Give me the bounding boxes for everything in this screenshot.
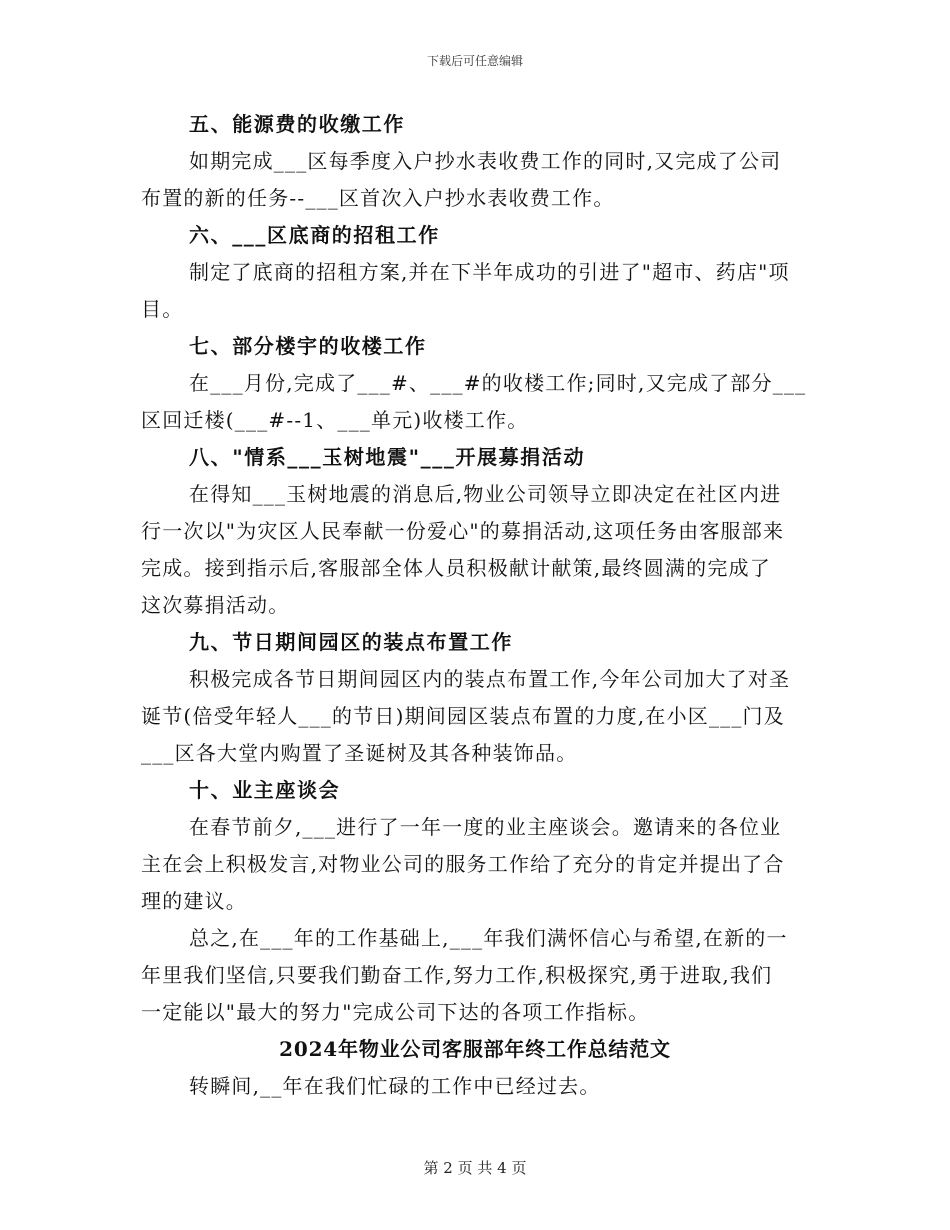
page-footer: 第 2 页 共 4 页 xyxy=(423,1159,527,1177)
paragraph-line: 积极完成各节日期间园区内的装点布置工作,今年公司加大了对圣 xyxy=(189,667,791,691)
paragraph-line: 在得知___玉树地震的消息后,物业公司领导立即决定在社区内进 xyxy=(189,482,782,506)
paragraph-line: 理的建议。 xyxy=(141,889,247,913)
page-header: 下载后可任意编辑 xyxy=(426,54,523,68)
paragraph-line: 转瞬间,__年在我们忙碌的工作中已经过去。 xyxy=(189,1074,601,1098)
document-body xyxy=(141,106,809,1105)
paragraph-line: 如期完成___区每季度入户抄水表收费工作的同时,又完成了公司 xyxy=(189,149,782,173)
section-heading-9: 九、节日期间园区的装点布置工作 xyxy=(189,630,513,654)
section-heading-10: 十、业主座谈会 xyxy=(189,778,341,802)
paragraph-line: 一定能以"最大的努力"完成公司下达的各项工作指标。 xyxy=(141,1000,650,1024)
paragraph-line: 行一次以"为灾区人民奉献一份爱心"的募捐活动,这项任务由客服部来 xyxy=(141,519,785,543)
paragraph-line: 主在会上积极发言,对物业公司的服务工作给了充分的肯定并提出了合 xyxy=(141,852,785,876)
paragraph-line: 完成。接到指示后,客服部全体人员积极献计献策,最终圆满的完成了 xyxy=(141,556,771,580)
section-heading-6: 六、___区底商的招租工作 xyxy=(189,223,440,247)
paragraph-line: 在___月份,完成了___#、___#的收楼工作;同时,又完成了部分___ xyxy=(189,371,807,395)
paragraph-line: 制定了底商的招租方案,并在下半年成功的引进了"超市、药店"项 xyxy=(189,260,790,284)
paragraph-line: 这次募捐活动。 xyxy=(141,593,290,617)
section-heading-7: 七、部分楼宇的收楼工作 xyxy=(189,334,427,358)
paragraph-line: 年里我们坚信,只要我们勤奋工作,努力工作,积极探究,勇于进取,我们 xyxy=(141,963,773,987)
section-heading-5: 五、能源费的收缴工作 xyxy=(189,112,405,136)
paragraph-line: 布置的新的任务--___区首次入户抄水表收费工作。 xyxy=(141,186,615,210)
paragraph-line: 诞节(倍受年轻人___的节日)期间园区装点布置的力度,在小区___门及 xyxy=(141,704,785,728)
paragraph-line: 目。 xyxy=(141,297,184,321)
section-heading-8: 八、"情系___玉树地震"___开展募捐活动 xyxy=(189,445,586,469)
paragraph-line: 区回迁楼(___#--1、___单元)收楼工作。 xyxy=(141,408,529,432)
paragraph-line: 在春节前夕,___进行了一年一度的业主座谈会。邀请来的各位业 xyxy=(189,815,782,839)
paragraph-line: 总之,在___年的工作基础上,___年我们满怀信心与希望,在新的一 xyxy=(189,926,788,950)
paragraph-line: ___区各大堂内购置了圣诞树及其各种装饰品。 xyxy=(141,741,578,765)
document-title: 2024年物业公司客服部年终工作总结范文 xyxy=(279,1037,671,1061)
